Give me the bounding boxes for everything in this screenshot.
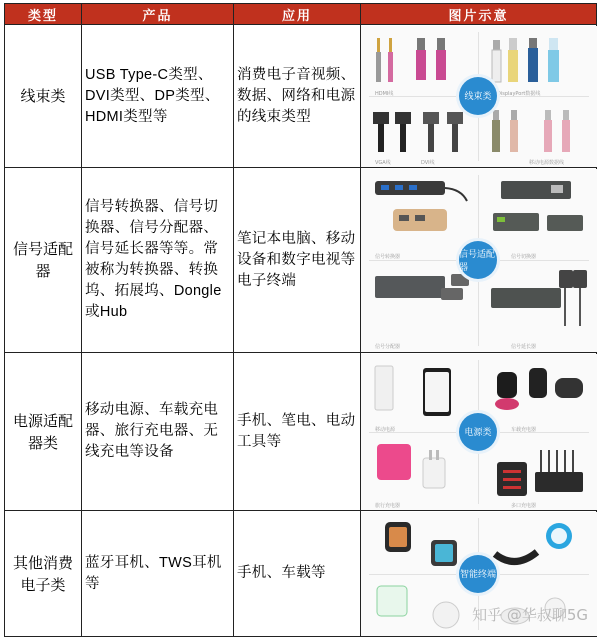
row-application-power: 手机、笔电、电动工具等 (234, 353, 361, 511)
row-product-power: 移动电源、车载充电器、旅行充电器、无线充电等设备 (82, 353, 234, 511)
row-application-cables: 消费电子音视频、数据、网络和电源的线束类型 (234, 25, 361, 168)
table-row (5, 353, 597, 511)
cables-illustration: HDMI线 DisplayPort数据线 VGA线 DVI线 移动电源数据线 线束类 (361, 26, 597, 167)
power-adapters-illustration: 移动电源 车载充电器 旅行充电器 多口充电器 电源类 (361, 354, 597, 510)
table-row (5, 25, 597, 168)
cable-set-bottom-left (371, 104, 471, 160)
smart-watch-devices (371, 518, 475, 572)
category-badge-cables: 线束类 (459, 77, 497, 115)
signal-extender-devices (485, 266, 589, 346)
travel-charger-devices (371, 438, 475, 504)
row-image-power (361, 353, 597, 511)
car-charger-devices (485, 360, 589, 428)
row-type-cables: 线束类 (5, 25, 82, 168)
category-badge-power: 电源类 (459, 413, 497, 451)
row-image-signal (361, 168, 597, 353)
product-table (4, 3, 597, 637)
signal-adapters-illustration: 信号转换器 信号分配器 信号切换器 信号延长器 信号适配器 (361, 169, 597, 352)
row-product-other: 蓝牙耳机、TWS耳机等 (82, 511, 234, 637)
row-type-signal: 信号适配器 (5, 168, 82, 353)
header-application: 应用 (234, 4, 361, 25)
row-product-cables: USB Type-C类型、DVI类型、DP类型、HDMI类型等 (82, 25, 234, 168)
header-product: 产品 (82, 4, 234, 25)
fitness-band-devices (485, 518, 589, 572)
table-header-row (5, 4, 597, 25)
category-badge-signal: 信号适配器 (459, 241, 497, 279)
row-image-cables (361, 25, 597, 168)
row-application-other: 手机、车载等 (234, 511, 361, 637)
row-type-other: 其他消费电子类 (5, 511, 82, 637)
watermark: 知乎 @华叔聊5G (472, 606, 588, 624)
table-row (5, 168, 597, 353)
row-product-signal: 信号转换器、信号切换器、信号分配器、信号延长器等等。常被称为转换器、转换坞、拓展坞、Dongle或Hub (82, 168, 234, 353)
usb-hub-devices (371, 175, 475, 255)
row-type-power: 电源适配器类 (5, 353, 82, 511)
header-image: 图片示意 (361, 4, 597, 25)
smart-scale-devices (371, 578, 475, 632)
signal-switch-devices (485, 175, 589, 255)
multi-port-charger-devices (485, 438, 589, 504)
power-bank-devices (371, 360, 475, 428)
row-application-signal: 笔记本电脑、移动设备和数字电视等电子终端 (234, 168, 361, 353)
signal-splitter-devices (371, 266, 475, 346)
category-badge-smart: 智能终端 (459, 555, 497, 593)
cable-set-top-left (371, 34, 471, 90)
cable-set-bottom-right (485, 104, 590, 160)
header-type: 类型 (5, 4, 82, 25)
cable-set-top-right (485, 34, 590, 90)
